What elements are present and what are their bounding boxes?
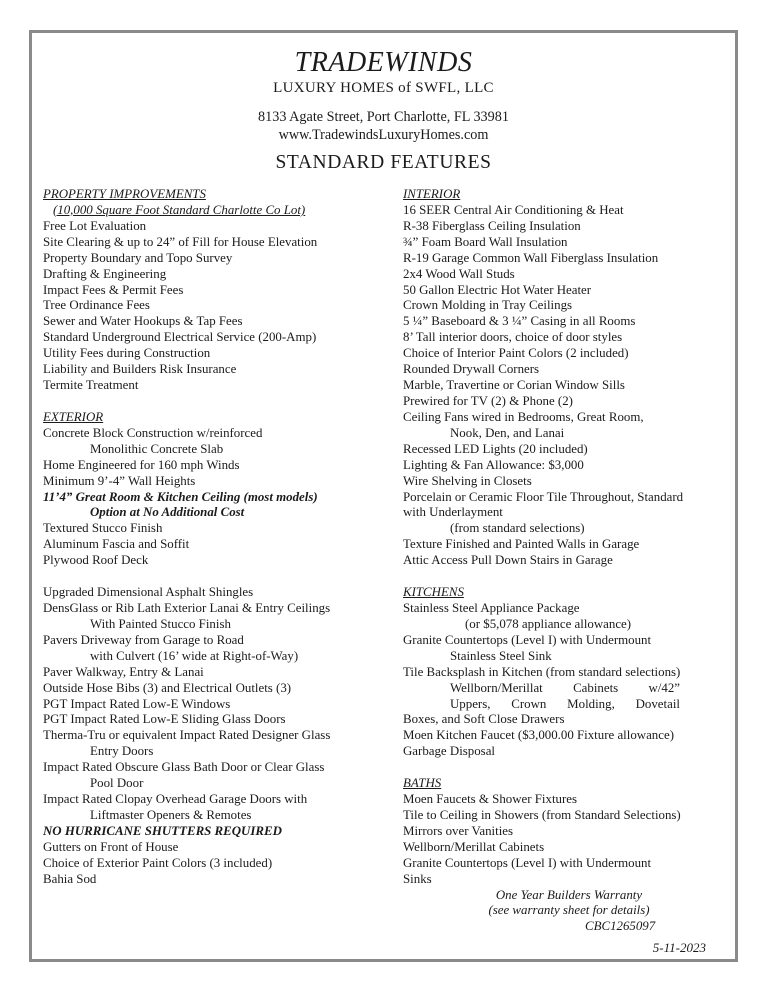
feature-line: Wellborn/Merillat Cabinets [403, 839, 545, 854]
feature-line: ¾” Foam Board Wall Insulation [403, 234, 568, 249]
feature-line: Liability and Builders Risk Insurance [43, 362, 237, 377]
feature-line: Utility Fees during Construction [43, 346, 211, 361]
license-number: CBC1265097 [585, 919, 656, 934]
feature-line: Texture Finished and Painted Walls in Garage [403, 537, 640, 552]
feature-line: Stainless Steel Sink [450, 648, 552, 663]
feature-line: Crown Molding in Tray Ceilings [403, 298, 573, 313]
feature-line: Wellborn/Merillat Cabinets w/42” [450, 680, 680, 695]
feature-line: Bahia Sod [43, 871, 97, 886]
company-name: TRADEWINDS [294, 47, 473, 78]
feature-line: Drafting & Engineering [43, 266, 167, 281]
feature-line: Rounded Drywall Corners [403, 362, 540, 377]
blank-line [43, 394, 388, 410]
feature-line: Home Engineered for 160 mph Winds [43, 457, 240, 472]
left-column [43, 187, 388, 935]
address-block [32, 109, 735, 144]
feature-line: Aluminum Fascia and Soffit [43, 537, 190, 552]
feature-line: (or $5,078 appliance allowance) [465, 616, 632, 631]
feature-line: Upgraded Dimensional Asphalt Shingles [43, 585, 254, 600]
feature-line: PGT Impact Rated Low-E Sliding Glass Doors [43, 712, 286, 727]
feature-line: R-38 Fiberglass Ceiling Insulation [403, 218, 581, 233]
right-column [403, 187, 735, 935]
feature-line: DensGlass or Rib Lath Exterior Lanai & Entry Ceilings [43, 600, 331, 615]
feature-columns [43, 187, 735, 935]
feature-line: Recessed LED Lights (20 included) [403, 441, 588, 456]
section-header: BATHS [403, 776, 442, 791]
company-subtitle: LUXURY HOMES of SWFL, LLC [273, 80, 494, 96]
feature-line: NO HURRICANE SHUTTERS REQUIRED [43, 823, 282, 838]
feature-line: Outside Hose Bibs (3) and Electrical Outlets (3) [43, 680, 292, 695]
feature-line: Therma-Tru or equivalent Impact Rated Designer Glass [43, 728, 331, 743]
feature-line: 5 ¼” Baseboard & 3 ¼” Casing in all Rooms [403, 314, 636, 329]
feature-line: Sewer and Water Hookups & Tap Fees [43, 314, 243, 329]
feature-line: 50 Gallon Electric Hot Water Heater [403, 282, 592, 297]
section-header: EXTERIOR [43, 409, 104, 424]
section-subheader: (10,000 Square Foot Standard Charlotte Co Lot) [53, 202, 306, 217]
feature-line: Site Clearing & up to 24” of Fill for House Elevation [43, 234, 318, 249]
feature-line: Tile to Ceiling in Showers (from Standard Selections) [403, 807, 681, 822]
feature-line: 16 SEER Central Air Conditioning & Heat [403, 202, 624, 217]
feature-line: Porcelain or Ceramic Floor Tile Throughout, Standard [403, 489, 684, 504]
feature-line: Minimum 9’-4” Wall Heights [43, 473, 196, 488]
feature-line: Stainless Steel Appliance Package [403, 600, 580, 615]
feature-line: Granite Countertops (Level I) with Undermount [403, 855, 652, 870]
feature-line: Termite Treatment [43, 378, 139, 393]
feature-line: Boxes, and Soft Close Drawers [403, 712, 565, 727]
feature-line: Uppers, Crown Molding, Dovetail [450, 696, 680, 711]
feature-line: With Painted Stucco Finish [90, 616, 231, 631]
feature-line: Paver Walkway, Entry & Lanai [43, 664, 204, 679]
feature-line: Ceiling Fans wired in Bedrooms, Great Room, [403, 409, 644, 424]
feature-line: Impact Rated Obscure Glass Bath Door or Clear Glass [43, 760, 325, 775]
feature-line: Pavers Driveway from Garage to Road [43, 632, 244, 647]
feature-line: Wire Shelving in Closets [403, 473, 532, 488]
company-address: 8133 Agate Street, Port Charlotte, FL 33981 [258, 109, 509, 125]
feature-line: 8’ Tall interior doors, choice of door styles [403, 330, 623, 345]
feature-line: Liftmaster Openers & Remotes [90, 807, 252, 822]
feature-line: (from standard selections) [450, 521, 585, 536]
feature-line: Property Boundary and Topo Survey [43, 250, 233, 265]
feature-line: Moen Kitchen Faucet ($3,000.00 Fixture allowance) [403, 728, 674, 743]
blank-line [403, 569, 735, 585]
feature-line: Impact Fees & Permit Fees [43, 282, 184, 297]
feature-line: Choice of Exterior Paint Colors (3 included) [43, 855, 273, 870]
feature-line: 2x4 Wood Wall Studs [403, 266, 515, 281]
section-header: KITCHENS [403, 585, 464, 600]
feature-line: Prewired for TV (2) & Phone (2) [403, 393, 573, 408]
feature-line: with Underlayment [403, 505, 503, 520]
feature-line: Tree Ordinance Fees [43, 298, 150, 313]
section-header: PROPERTY IMPROVEMENTS [43, 187, 206, 201]
warranty-note: One Year Builders Warranty [495, 887, 643, 902]
feature-line: R-19 Garage Common Wall Fiberglass Insulation [403, 250, 659, 265]
feature-line: Option at No Additional Cost [90, 505, 245, 520]
company-website: www.TradewindsLuxuryHomes.com [278, 126, 489, 143]
feature-line: Impact Rated Clopay Overhead Garage Doors with [43, 792, 308, 807]
blank-line [43, 569, 388, 585]
feature-line: Moen Faucets & Shower Fixtures [403, 792, 578, 807]
feature-line: Concrete Block Construction w/reinforced [43, 425, 263, 440]
feature-line: Gutters on Front of House [43, 839, 179, 854]
page-title: STANDARD FEATURES [275, 152, 492, 173]
feature-line: Nook, Den, and Lanai [450, 425, 565, 440]
feature-line: 11’4” Great Room & Kitchen Ceiling (most models) [43, 489, 318, 504]
feature-line: Standard Underground Electrical Service (200-Amp) [43, 330, 317, 345]
feature-line: PGT Impact Rated Low-E Windows [43, 696, 231, 711]
section-header: INTERIOR [403, 187, 461, 201]
feature-line: Tile Backsplash in Kitchen (from standard selections) [403, 664, 681, 679]
feature-line: Entry Doors [90, 744, 154, 759]
feature-line: Attic Access Pull Down Stairs in Garage [403, 553, 613, 568]
feature-line: Free Lot Evaluation [43, 218, 147, 233]
blank-line [403, 760, 735, 776]
feature-line: Marble, Travertine or Corian Window Sills [403, 378, 625, 393]
feature-line: Lighting & Fan Allowance: $3,000 [403, 457, 584, 472]
feature-line: Textured Stucco Finish [43, 521, 163, 536]
feature-line: with Culvert (16’ wide at Right-of-Way) [90, 648, 299, 663]
document-date: 5-11-2023 [652, 940, 706, 955]
feature-line: Garbage Disposal [403, 744, 495, 759]
feature-line: Mirrors over Vanities [403, 823, 514, 838]
document-header [32, 33, 735, 175]
feature-line: Pool Door [90, 776, 144, 791]
warranty-note: (see warranty sheet for details) [488, 903, 650, 918]
feature-line: Choice of Interior Paint Colors (2 included) [403, 346, 629, 361]
feature-line: Plywood Roof Deck [43, 553, 149, 568]
feature-line: Granite Countertops (Level I) with Undermount [403, 632, 652, 647]
feature-line: Monolithic Concrete Slab [90, 441, 224, 456]
feature-line: Sinks [403, 871, 432, 886]
